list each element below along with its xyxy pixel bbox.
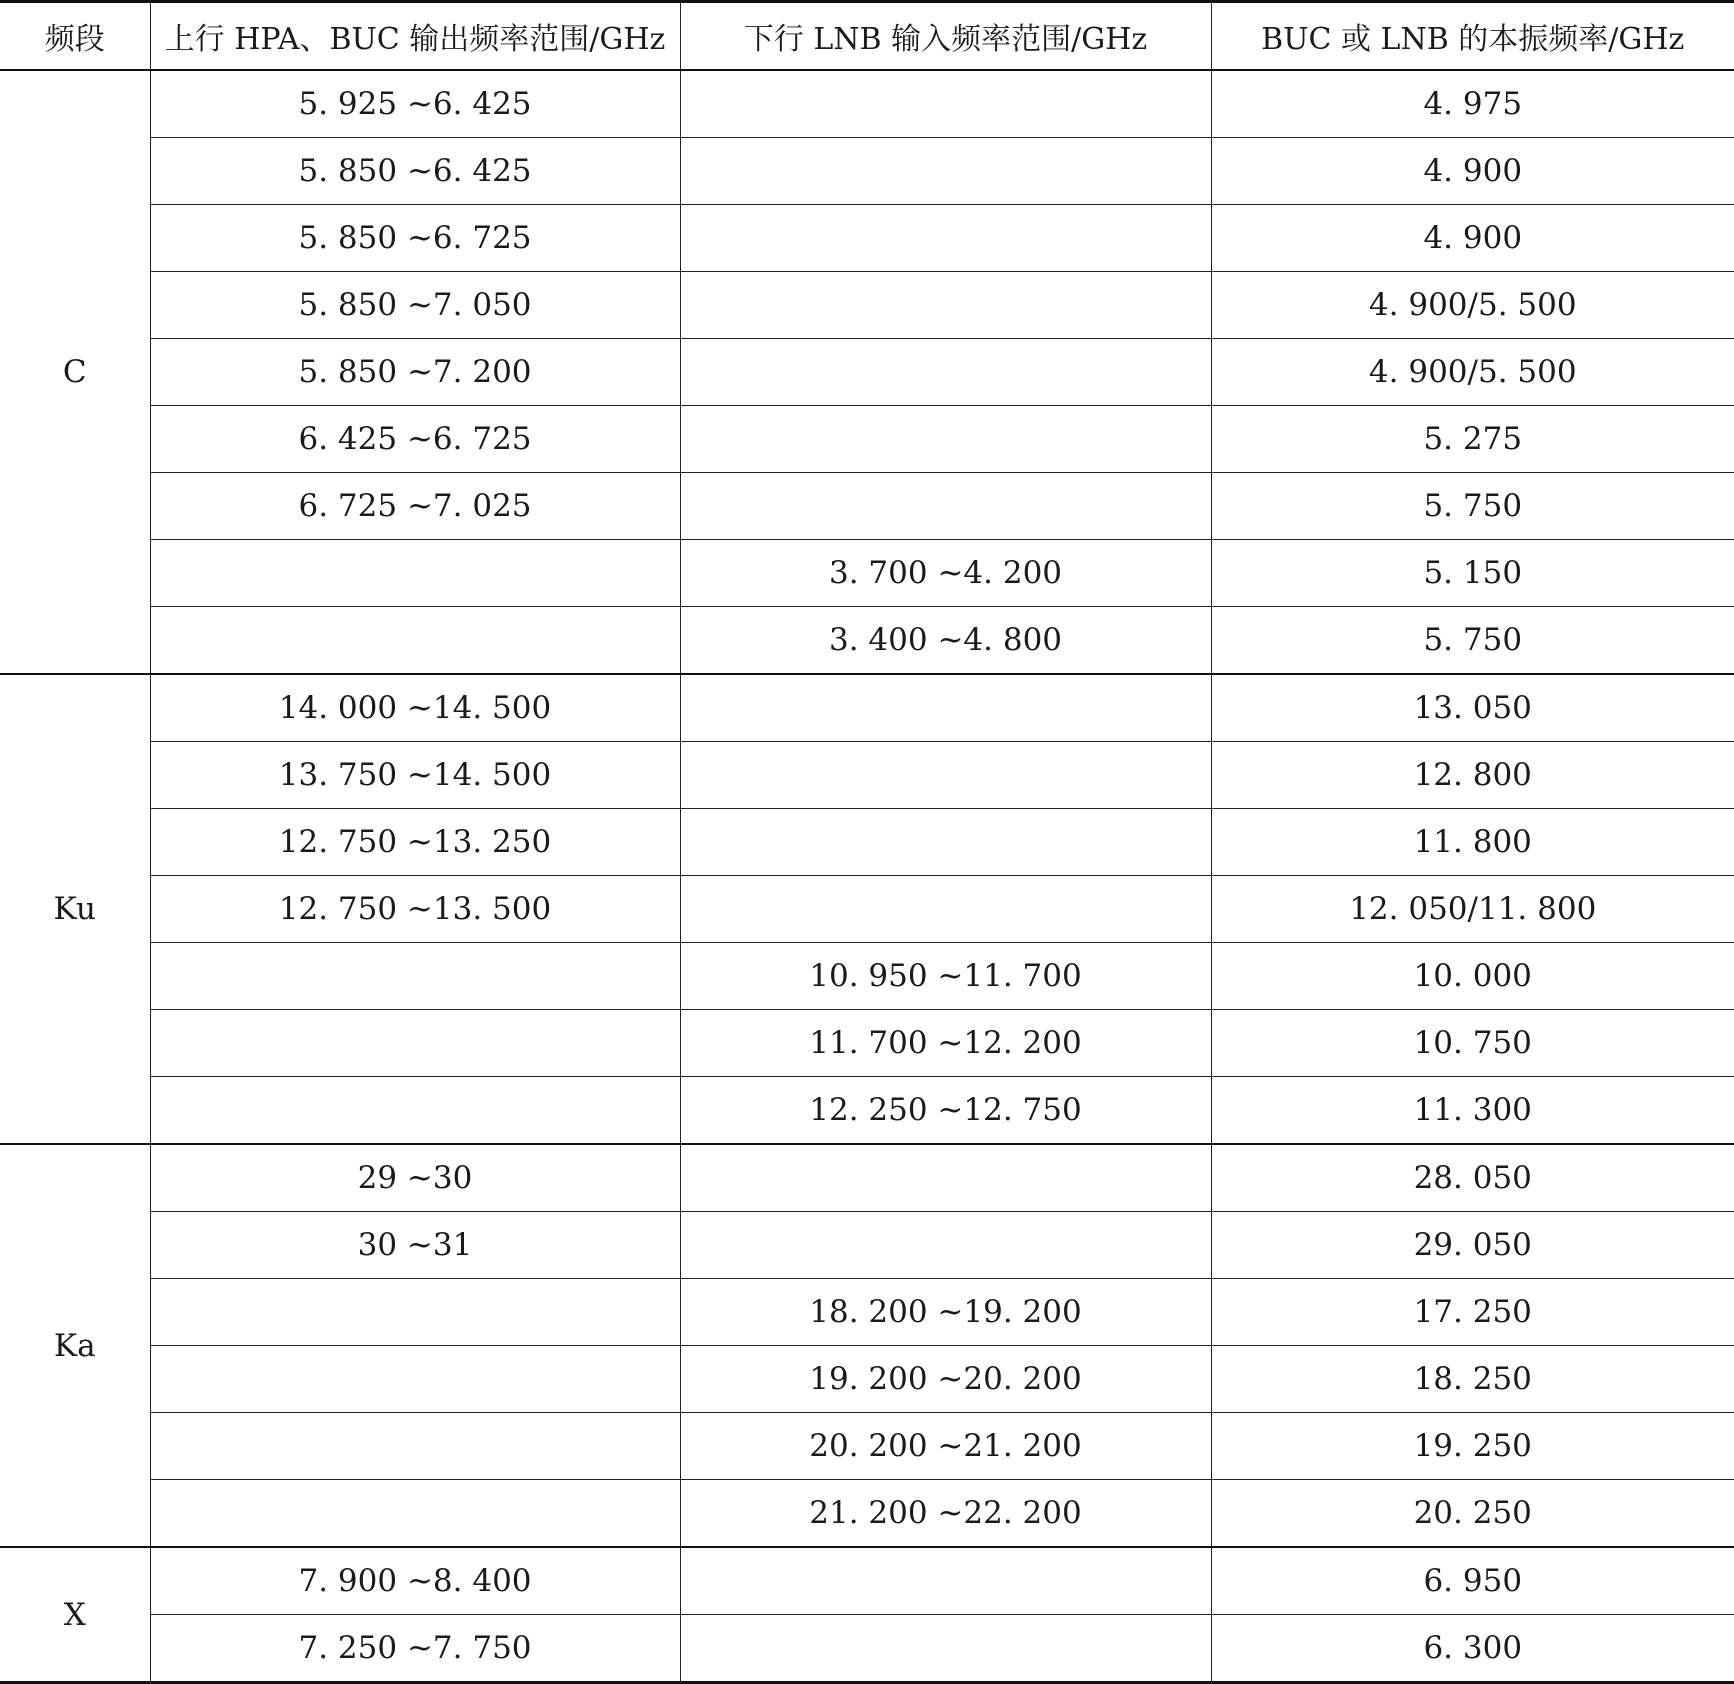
downlink-range-cell [680, 1144, 1211, 1212]
uplink-range-cell: 6. 425 ~6. 725 [150, 406, 680, 473]
downlink-range-cell: 18. 200 ~19. 200 [680, 1279, 1211, 1346]
uplink-range-cell: 29 ~30 [150, 1144, 680, 1212]
downlink-range-cell [680, 742, 1211, 809]
lo-frequency-cell: 5. 150 [1211, 540, 1734, 607]
lo-frequency-cell: 6. 950 [1211, 1547, 1734, 1615]
table-row [0, 1547, 1734, 1615]
uplink-range-cell: 7. 250 ~7. 750 [150, 1615, 680, 1683]
uplink-range-cell: 6. 725 ~7. 025 [150, 473, 680, 540]
table-row [0, 272, 1734, 339]
uplink-range-cell [150, 607, 680, 675]
table-body [0, 70, 1734, 1683]
lo-frequency-cell: 18. 250 [1211, 1346, 1734, 1413]
table-row [0, 1212, 1734, 1279]
downlink-range-cell [680, 138, 1211, 205]
table-row [0, 406, 1734, 473]
uplink-range-cell [150, 1480, 680, 1548]
downlink-range-cell [680, 674, 1211, 742]
table-row [0, 70, 1734, 138]
downlink-range-cell: 3. 400 ~4. 800 [680, 607, 1211, 675]
lo-frequency-cell: 4. 900 [1211, 138, 1734, 205]
table-row [0, 1615, 1734, 1683]
uplink-range-cell: 12. 750 ~13. 500 [150, 876, 680, 943]
downlink-range-cell: 10. 950 ~11. 700 [680, 943, 1211, 1010]
uplink-range-cell: 5. 850 ~6. 725 [150, 205, 680, 272]
uplink-range-cell [150, 1346, 680, 1413]
table-row [0, 473, 1734, 540]
uplink-range-cell: 5. 925 ~6. 425 [150, 70, 680, 138]
header-band: 频段 [0, 2, 150, 71]
table-row [0, 809, 1734, 876]
uplink-range-cell: 5. 850 ~7. 050 [150, 272, 680, 339]
table-row [0, 607, 1734, 675]
table-row [0, 1144, 1734, 1212]
table-row [0, 674, 1734, 742]
downlink-range-cell: 20. 200 ~21. 200 [680, 1413, 1211, 1480]
downlink-range-cell: 3. 700 ~4. 200 [680, 540, 1211, 607]
lo-frequency-cell: 10. 750 [1211, 1010, 1734, 1077]
table-row [0, 138, 1734, 205]
lo-frequency-cell: 12. 800 [1211, 742, 1734, 809]
table-row [0, 1010, 1734, 1077]
lo-frequency-cell: 29. 050 [1211, 1212, 1734, 1279]
downlink-range-cell [680, 339, 1211, 406]
lo-frequency-cell: 19. 250 [1211, 1413, 1734, 1480]
lo-frequency-cell: 17. 250 [1211, 1279, 1734, 1346]
band-cell: Ku [0, 674, 150, 1144]
lo-frequency-cell: 4. 900/5. 500 [1211, 339, 1734, 406]
header-lo-frequency: BUC 或 LNB 的本振频率/GHz [1211, 2, 1734, 71]
downlink-range-cell [680, 1212, 1211, 1279]
table-row [0, 339, 1734, 406]
table-row [0, 1346, 1734, 1413]
header-downlink-range: 下行 LNB 输入频率范围/GHz [680, 2, 1211, 71]
header-row [0, 2, 1734, 71]
lo-frequency-cell: 13. 050 [1211, 674, 1734, 742]
downlink-range-cell [680, 272, 1211, 339]
lo-frequency-cell: 4. 900/5. 500 [1211, 272, 1734, 339]
downlink-range-cell: 12. 250 ~12. 750 [680, 1077, 1211, 1145]
uplink-range-cell: 7. 900 ~8. 400 [150, 1547, 680, 1615]
table-row [0, 876, 1734, 943]
uplink-range-cell [150, 1010, 680, 1077]
downlink-range-cell [680, 876, 1211, 943]
downlink-range-cell [680, 1615, 1211, 1683]
downlink-range-cell: 19. 200 ~20. 200 [680, 1346, 1211, 1413]
header-uplink-range: 上行 HPA、BUC 输出频率范围/GHz [150, 2, 680, 71]
table-row [0, 943, 1734, 1010]
table-row [0, 205, 1734, 272]
table-row [0, 1279, 1734, 1346]
uplink-range-cell: 12. 750 ~13. 250 [150, 809, 680, 876]
uplink-range-cell: 14. 000 ~14. 500 [150, 674, 680, 742]
table-row [0, 540, 1734, 607]
table-row [0, 1077, 1734, 1145]
lo-frequency-cell: 5. 750 [1211, 473, 1734, 540]
band-cell: Ka [0, 1144, 150, 1547]
lo-frequency-cell: 12. 050/11. 800 [1211, 876, 1734, 943]
lo-frequency-cell: 10. 000 [1211, 943, 1734, 1010]
downlink-range-cell [680, 406, 1211, 473]
downlink-range-cell [680, 473, 1211, 540]
downlink-range-cell [680, 70, 1211, 138]
downlink-range-cell [680, 1547, 1211, 1615]
downlink-range-cell [680, 205, 1211, 272]
downlink-range-cell [680, 809, 1211, 876]
table-row [0, 742, 1734, 809]
lo-frequency-cell: 11. 300 [1211, 1077, 1734, 1145]
uplink-range-cell [150, 943, 680, 1010]
lo-frequency-cell: 4. 975 [1211, 70, 1734, 138]
uplink-range-cell: 30 ~31 [150, 1212, 680, 1279]
uplink-range-cell [150, 540, 680, 607]
uplink-range-cell [150, 1077, 680, 1145]
lo-frequency-cell: 5. 750 [1211, 607, 1734, 675]
band-cell: X [0, 1547, 150, 1683]
uplink-range-cell: 13. 750 ~14. 500 [150, 742, 680, 809]
lo-frequency-cell: 6. 300 [1211, 1615, 1734, 1683]
uplink-range-cell: 5. 850 ~6. 425 [150, 138, 680, 205]
uplink-range-cell [150, 1279, 680, 1346]
uplink-range-cell [150, 1413, 680, 1480]
uplink-range-cell: 5. 850 ~7. 200 [150, 339, 680, 406]
downlink-range-cell: 11. 700 ~12. 200 [680, 1010, 1211, 1077]
table-row [0, 1480, 1734, 1548]
downlink-range-cell: 21. 200 ~22. 200 [680, 1480, 1211, 1548]
lo-frequency-cell: 5. 275 [1211, 406, 1734, 473]
lo-frequency-cell: 11. 800 [1211, 809, 1734, 876]
lo-frequency-cell: 4. 900 [1211, 205, 1734, 272]
table-row [0, 1413, 1734, 1480]
lo-frequency-cell: 28. 050 [1211, 1144, 1734, 1212]
band-cell: C [0, 70, 150, 674]
table-header [0, 2, 1734, 71]
lo-frequency-cell: 20. 250 [1211, 1480, 1734, 1548]
